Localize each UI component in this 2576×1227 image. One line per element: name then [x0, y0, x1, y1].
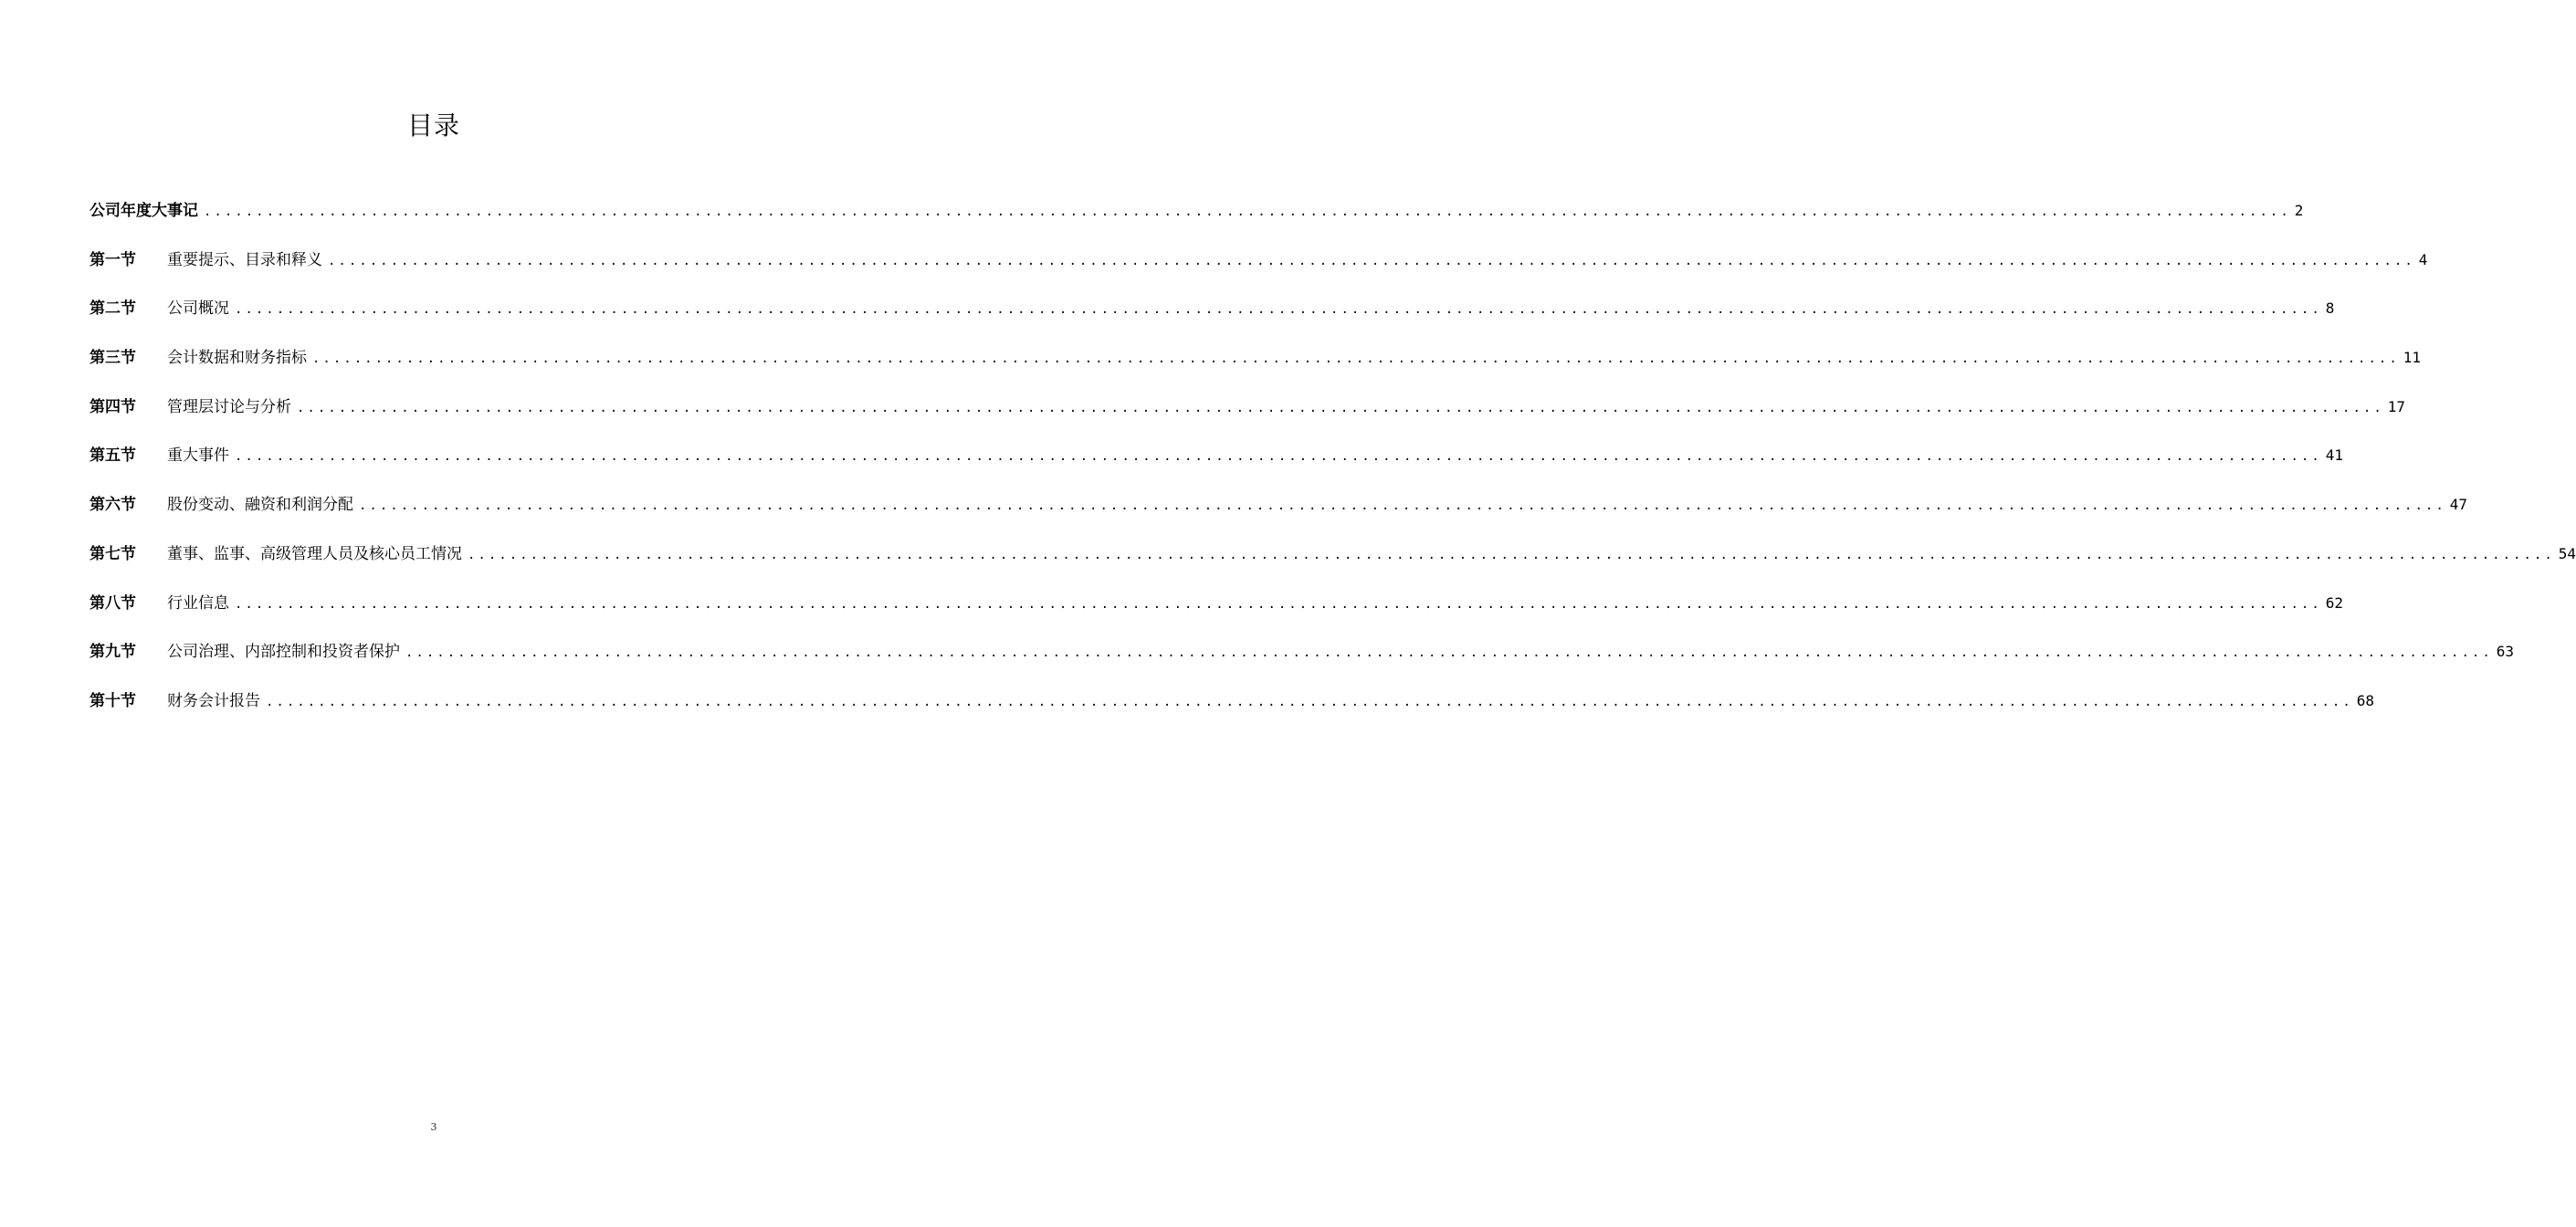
- toc-leader-dots: ........................................................................................................................................................................................................: [235, 596, 2322, 612]
- page-title: 目录: [406, 110, 460, 141]
- toc-item-section-1[interactable]: [89, 244, 2428, 293]
- toc-item-page: 54: [2558, 544, 2576, 562]
- table-of-contents: [89, 194, 2576, 734]
- toc-item-title: 股份变动、融资和利润分配: [167, 496, 353, 515]
- toc-item-page: 62: [2325, 593, 2344, 612]
- toc-item-section: 第七节: [89, 544, 136, 563]
- toc-item-annual-events[interactable]: [89, 194, 2304, 244]
- toc-leader-dots: ........................................................................................................................................................................................................: [312, 351, 2400, 367]
- toc-item-page: 68: [2356, 691, 2375, 709]
- toc-item-title: 公司年度大事记: [89, 202, 198, 220]
- toc-item-section-3[interactable]: [89, 341, 2422, 391]
- toc-leader-dots: ........................................................................................................................................................................................................: [359, 498, 2446, 514]
- toc-item-page: 8: [2325, 299, 2335, 318]
- toc-item-section: 第一节: [89, 250, 136, 269]
- toc-item-section-8[interactable]: [89, 587, 2344, 636]
- toc-item-page: 2: [2294, 202, 2304, 219]
- toc-item-section: 第八节: [89, 593, 136, 613]
- toc-item-title: 重大事件: [167, 446, 229, 466]
- toc-item-section: 第四节: [89, 397, 136, 416]
- toc-item-section-4[interactable]: [89, 391, 2406, 440]
- toc-item-title: 行业信息: [167, 593, 229, 613]
- toc-item-section: 第五节: [89, 446, 136, 466]
- toc-item-section: 第二节: [89, 299, 136, 319]
- toc-item-page: 63: [2496, 643, 2515, 661]
- page-number: 3: [430, 1121, 437, 1133]
- toc-item-page: 4: [2418, 250, 2428, 268]
- toc-leader-dots: ........................................................................................................................................................................................................: [266, 694, 2353, 709]
- toc-leader-dots: ........................................................................................................................................................................................................: [405, 645, 2493, 661]
- toc-item-title: 财务会计报告: [167, 691, 260, 710]
- toc-leader-dots: ........................................................................................................................................................................................................: [297, 400, 2384, 415]
- toc-item-section-7[interactable]: [89, 538, 2576, 587]
- toc-leader-dots: ........................................................................................................................................................................................................: [328, 253, 2415, 268]
- toc-item-page: 17: [2387, 397, 2406, 415]
- toc-item-section: 第九节: [89, 643, 136, 662]
- toc-item-title: 公司概况: [167, 299, 229, 319]
- toc-item-section-5[interactable]: [89, 439, 2344, 488]
- toc-item-section-2[interactable]: [89, 292, 2335, 341]
- toc-item-section: 第十节: [89, 691, 136, 710]
- toc-leader-dots: ........................................................................................................................................................................................................: [468, 547, 2555, 562]
- toc-item-title: 管理层讨论与分析: [167, 397, 291, 416]
- toc-item-page: 41: [2325, 446, 2344, 465]
- toc-item-title: 公司治理、内部控制和投资者保护: [167, 643, 400, 662]
- toc-item-section-6[interactable]: [89, 488, 2468, 538]
- toc-leader-dots: ........................................................................................................................................................................................................: [204, 204, 2291, 219]
- toc-item-title: 会计数据和财务指标: [167, 349, 307, 368]
- toc-item-title: 董事、监事、高级管理人员及核心员工情况: [167, 544, 462, 563]
- toc-item-section-9[interactable]: [89, 635, 2515, 685]
- toc-item-page: 11: [2403, 349, 2422, 367]
- toc-leader-dots: ........................................................................................................................................................................................................: [235, 449, 2322, 465]
- toc-item-section-10[interactable]: [89, 685, 2375, 734]
- toc-leader-dots: ........................................................................................................................................................................................................: [235, 302, 2322, 318]
- toc-item-section: 第六节: [89, 496, 136, 515]
- toc-item-section: 第三节: [89, 349, 136, 368]
- toc-item-title: 重要提示、目录和释义: [167, 250, 322, 269]
- toc-item-page: 47: [2449, 496, 2468, 514]
